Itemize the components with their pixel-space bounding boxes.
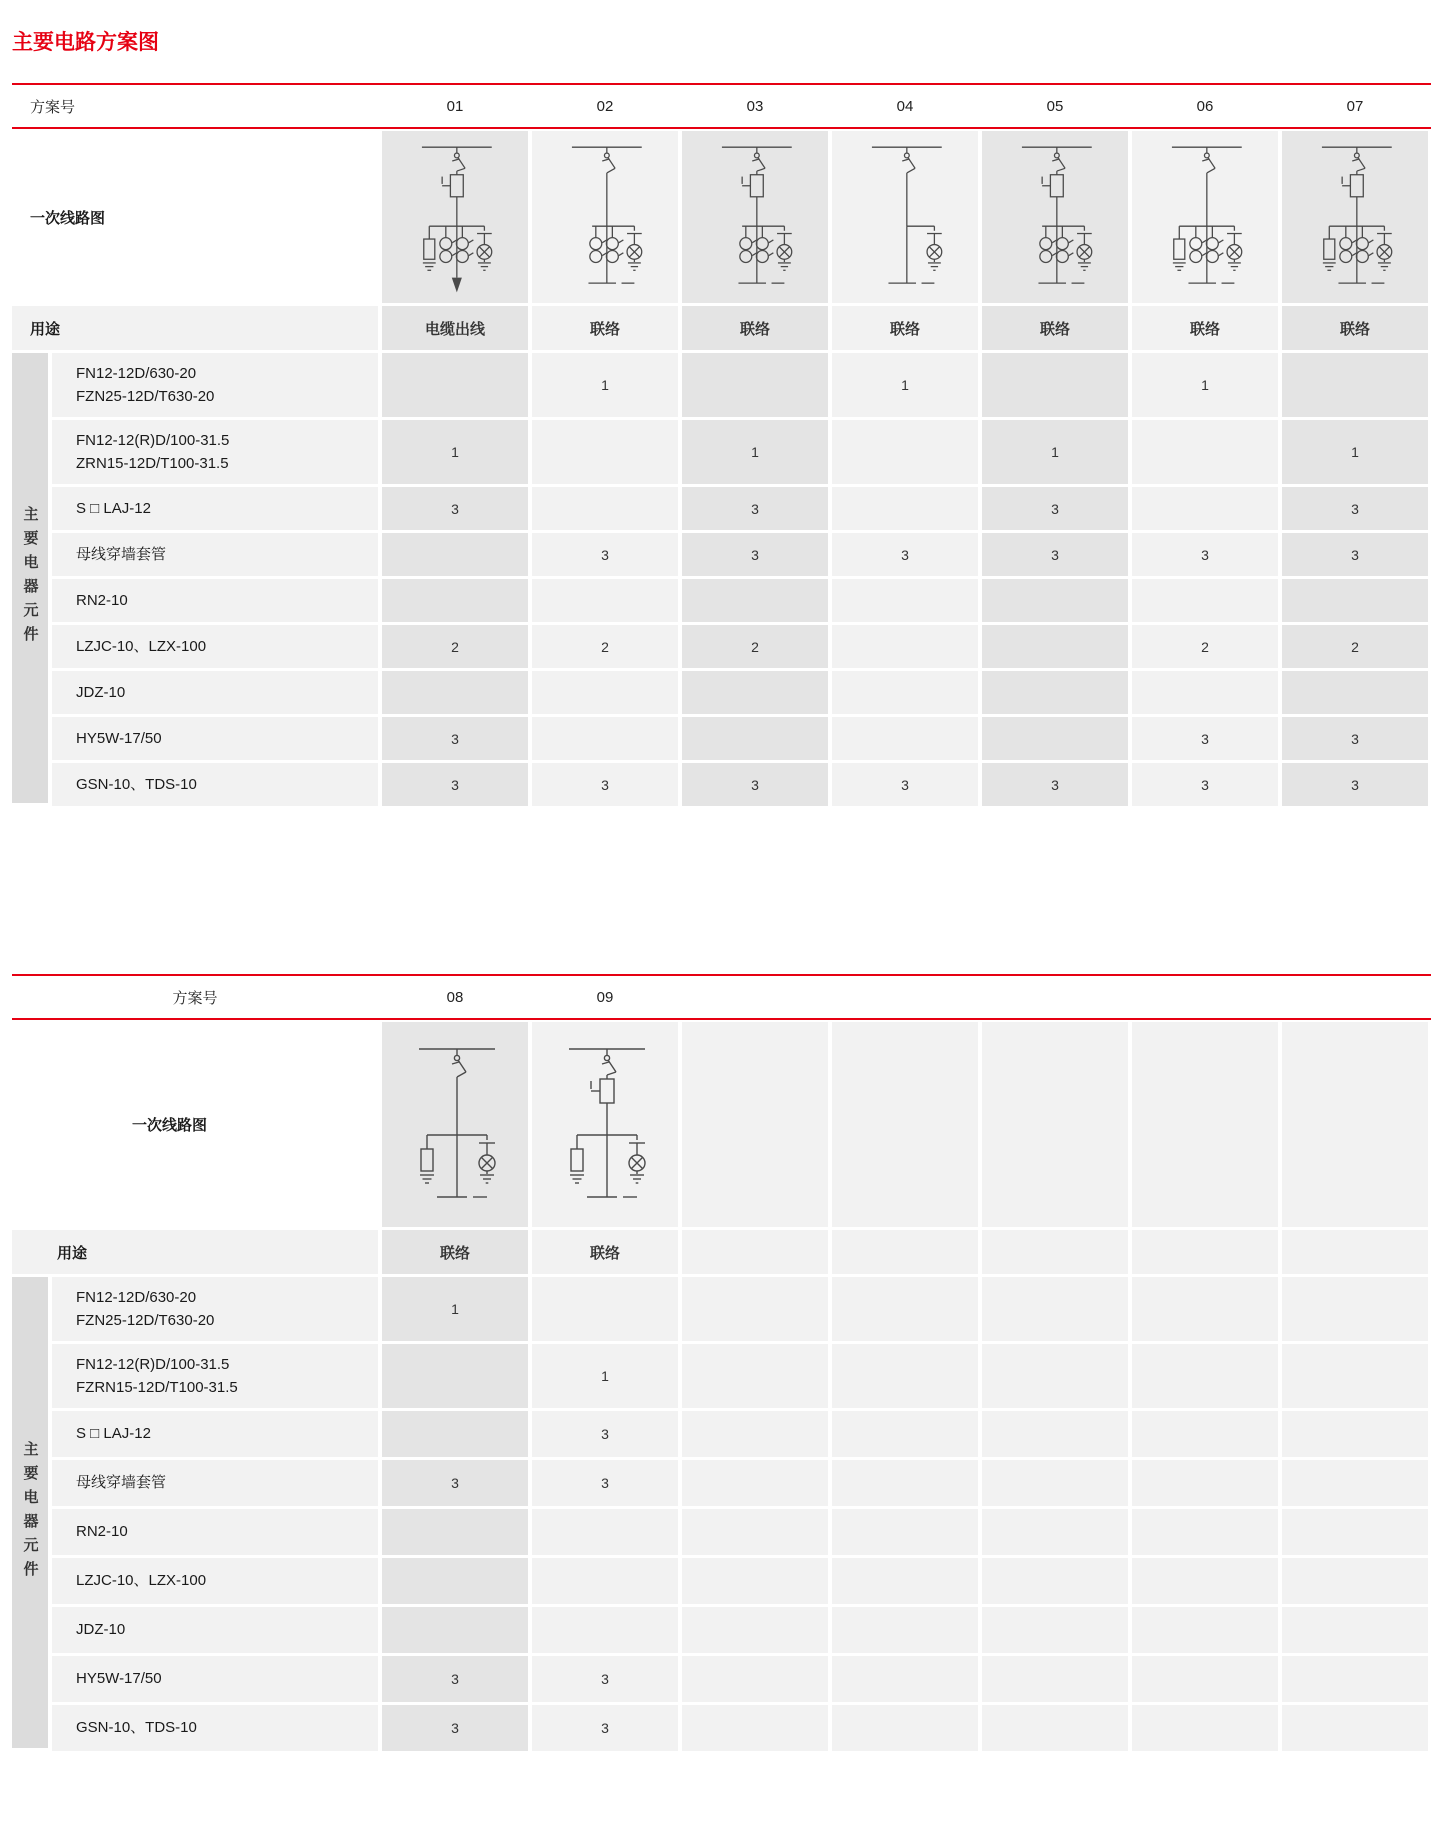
component-label: JDZ-10 bbox=[52, 671, 378, 714]
quantity-cell bbox=[832, 1509, 978, 1555]
scheme-number-row bbox=[12, 85, 1431, 127]
page-title: 主要电路方案图 bbox=[12, 31, 159, 54]
component-row bbox=[12, 763, 1431, 806]
diagram-cell-empty bbox=[1282, 1022, 1428, 1227]
quantity-cell bbox=[682, 671, 828, 714]
quantity-cell bbox=[532, 671, 678, 714]
quantity-cell bbox=[1132, 1509, 1278, 1555]
quantity-cell bbox=[382, 1411, 528, 1457]
quantity-cell bbox=[1282, 1656, 1428, 1702]
quantity-cell: 3 bbox=[1282, 533, 1428, 576]
quantity-cell bbox=[832, 717, 978, 760]
component-label: JDZ-10 bbox=[52, 1607, 378, 1653]
quantity-cell bbox=[382, 1558, 528, 1604]
components-group-strip bbox=[12, 353, 48, 803]
component-row bbox=[12, 625, 1431, 668]
diagram-cell-04 bbox=[832, 131, 978, 303]
component-row bbox=[12, 353, 1431, 417]
quantity-cell bbox=[982, 1558, 1128, 1604]
component-label: 母线穿墙套管 bbox=[52, 1460, 378, 1506]
components-group-label: 主要电器元件 bbox=[21, 506, 39, 650]
scheme-number-03: 03 bbox=[746, 97, 764, 115]
scheme-number-06: 06 bbox=[1196, 97, 1214, 115]
quantity-cell bbox=[1282, 1705, 1428, 1751]
quantity-cell bbox=[382, 1344, 528, 1408]
quantity-cell: 3 bbox=[382, 487, 528, 530]
quantity-cell: 3 bbox=[382, 717, 528, 760]
quantity-cell bbox=[832, 579, 978, 622]
usage-cell-07: 联络 bbox=[1282, 306, 1428, 350]
scheme-number-02: 02 bbox=[596, 97, 614, 115]
component-label: HY5W-17/50 bbox=[52, 1656, 378, 1702]
quantity-cell: 2 bbox=[1132, 625, 1278, 668]
quantity-cell: 1 bbox=[682, 420, 828, 484]
component-label: FN12-12(R)D/100-31.5 ZRN15-12D/T100-31.5 bbox=[52, 420, 378, 484]
quantity-cell bbox=[682, 1656, 828, 1702]
one-line-diagram-02 bbox=[545, 138, 665, 296]
quantity-cell bbox=[382, 1607, 528, 1653]
quantity-cell: 3 bbox=[982, 763, 1128, 806]
quantity-cell bbox=[682, 1607, 828, 1653]
usage-cell-02: 联络 bbox=[532, 306, 678, 350]
quantity-cell bbox=[1282, 1411, 1428, 1457]
component-label: FN12-12(R)D/100-31.5 FZRN15-12D/T100-31.5 bbox=[52, 1344, 378, 1408]
quantity-cell: 1 bbox=[982, 420, 1128, 484]
one-line-diagram-05 bbox=[995, 138, 1115, 296]
usage-cell-03: 联络 bbox=[682, 306, 828, 350]
component-row bbox=[12, 533, 1431, 576]
quantity-cell bbox=[1282, 671, 1428, 714]
quantity-cell bbox=[532, 487, 678, 530]
scheme-number-row bbox=[12, 976, 1431, 1018]
component-label: FN12-12D/630-20 FZN25-12D/T630-20 bbox=[52, 353, 378, 417]
component-row bbox=[12, 1607, 1431, 1653]
quantity-cell bbox=[532, 1607, 678, 1653]
quantity-cell: 3 bbox=[382, 763, 528, 806]
quantity-cell: 3 bbox=[532, 1705, 678, 1751]
quantity-cell: 1 bbox=[532, 1344, 678, 1408]
quantity-cell bbox=[1132, 579, 1278, 622]
usage-cell-empty bbox=[832, 1230, 978, 1274]
quantity-cell: 3 bbox=[382, 1705, 528, 1751]
quantity-cell: 2 bbox=[1282, 625, 1428, 668]
diagram-cell-empty bbox=[682, 1022, 828, 1227]
diagram-cell-06 bbox=[1132, 131, 1278, 303]
quantity-cell: 1 bbox=[382, 420, 528, 484]
component-row bbox=[12, 487, 1431, 530]
diagram-cell-07 bbox=[1282, 131, 1428, 303]
scheme-number-08: 08 bbox=[446, 988, 464, 1006]
usage-row bbox=[12, 1230, 1431, 1274]
component-label: HY5W-17/50 bbox=[52, 717, 378, 760]
usage-cell-empty bbox=[1282, 1230, 1428, 1274]
usage-row bbox=[12, 306, 1431, 350]
quantity-cell bbox=[832, 1705, 978, 1751]
quantity-cell bbox=[1282, 1460, 1428, 1506]
components-group-strip bbox=[12, 1277, 48, 1748]
quantity-cell bbox=[832, 1558, 978, 1604]
quantity-cell bbox=[382, 1509, 528, 1555]
quantity-cell bbox=[682, 1705, 828, 1751]
quantity-cell bbox=[682, 1460, 828, 1506]
quantity-cell bbox=[532, 1558, 678, 1604]
quantity-cell bbox=[1132, 1656, 1278, 1702]
quantity-cell: 3 bbox=[532, 1460, 678, 1506]
quantity-cell: 3 bbox=[532, 533, 678, 576]
quantity-cell: 3 bbox=[682, 487, 828, 530]
scheme-number-empty bbox=[682, 976, 828, 1018]
quantity-cell bbox=[982, 1656, 1128, 1702]
component-row bbox=[12, 671, 1431, 714]
component-label: FN12-12D/630-20 FZN25-12D/T630-20 bbox=[52, 1277, 378, 1341]
quantity-cell: 2 bbox=[532, 625, 678, 668]
quantity-cell bbox=[682, 1411, 828, 1457]
usage-cell-06: 联络 bbox=[1132, 306, 1278, 350]
component-row bbox=[12, 1705, 1431, 1751]
quantity-cell: 3 bbox=[1132, 717, 1278, 760]
scheme-number-header: 方案号 bbox=[172, 989, 218, 1007]
quantity-cell: 3 bbox=[382, 1656, 528, 1702]
scheme-number-07: 07 bbox=[1346, 97, 1364, 115]
component-label: GSN-10、TDS-10 bbox=[52, 763, 378, 806]
header-bottom-rule bbox=[12, 1018, 1431, 1020]
scheme-number-04: 04 bbox=[896, 97, 914, 115]
component-row bbox=[12, 1344, 1431, 1408]
quantity-cell: 1 bbox=[832, 353, 978, 417]
quantity-cell bbox=[832, 625, 978, 668]
component-row bbox=[12, 1411, 1431, 1457]
component-label: LZJC-10、LZX-100 bbox=[52, 625, 378, 668]
quantity-cell: 3 bbox=[532, 763, 678, 806]
quantity-cell bbox=[982, 717, 1128, 760]
scheme-number-empty bbox=[1282, 976, 1428, 1018]
quantity-cell: 1 bbox=[1282, 420, 1428, 484]
usage-cell-04: 联络 bbox=[832, 306, 978, 350]
quantity-cell bbox=[682, 1509, 828, 1555]
quantity-cell: 3 bbox=[532, 1411, 678, 1457]
scheme-number-empty bbox=[1132, 976, 1278, 1018]
scheme-number-empty bbox=[832, 976, 978, 1018]
quantity-cell: 3 bbox=[532, 1656, 678, 1702]
quantity-cell bbox=[832, 1411, 978, 1457]
usage-cell-01: 电缆出线 bbox=[382, 306, 528, 350]
diagram-row bbox=[12, 131, 1431, 303]
quantity-cell bbox=[382, 353, 528, 417]
quantity-cell: 3 bbox=[982, 533, 1128, 576]
quantity-cell bbox=[982, 1277, 1128, 1341]
quantity-cell bbox=[832, 420, 978, 484]
diagram-cell-empty bbox=[1132, 1022, 1278, 1227]
scheme-number-09: 09 bbox=[596, 988, 614, 1006]
quantity-cell bbox=[832, 1344, 978, 1408]
quantity-cell: 3 bbox=[1282, 763, 1428, 806]
quantity-cell: 3 bbox=[832, 763, 978, 806]
quantity-cell bbox=[532, 579, 678, 622]
component-label: S □ LAJ-12 bbox=[52, 1411, 378, 1457]
component-row bbox=[12, 1277, 1431, 1341]
quantity-cell bbox=[832, 1460, 978, 1506]
quantity-cell: 3 bbox=[682, 763, 828, 806]
component-label: GSN-10、TDS-10 bbox=[52, 1705, 378, 1751]
quantity-cell bbox=[682, 1558, 828, 1604]
diagram-cell-05 bbox=[982, 131, 1128, 303]
quantity-cell bbox=[1282, 1509, 1428, 1555]
quantity-cell bbox=[682, 353, 828, 417]
component-row bbox=[12, 579, 1431, 622]
quantity-cell bbox=[982, 1460, 1128, 1506]
quantity-cell bbox=[682, 1344, 828, 1408]
component-rows bbox=[12, 353, 1431, 806]
usage-row-header: 用途 bbox=[12, 1230, 378, 1274]
quantity-cell bbox=[982, 1509, 1128, 1555]
quantity-cell: 2 bbox=[382, 625, 528, 668]
quantity-cell bbox=[532, 717, 678, 760]
quantity-cell bbox=[1132, 420, 1278, 484]
quantity-cell bbox=[1132, 1558, 1278, 1604]
one-line-diagram-06 bbox=[1145, 138, 1265, 296]
component-rows bbox=[12, 1277, 1431, 1751]
quantity-cell bbox=[532, 1277, 678, 1341]
header-bottom-rule bbox=[12, 127, 1431, 129]
diagram-cell-empty bbox=[982, 1022, 1128, 1227]
components-group-label: 主要电器元件 bbox=[21, 1440, 39, 1585]
usage-cell-09: 联络 bbox=[532, 1230, 678, 1274]
usage-cell-empty bbox=[982, 1230, 1128, 1274]
quantity-cell bbox=[382, 671, 528, 714]
quantity-cell bbox=[1282, 579, 1428, 622]
quantity-cell bbox=[1132, 671, 1278, 714]
component-row bbox=[12, 1558, 1431, 1604]
quantity-cell bbox=[682, 579, 828, 622]
quantity-cell: 3 bbox=[1132, 763, 1278, 806]
quantity-cell: 1 bbox=[1132, 353, 1278, 417]
quantity-cell bbox=[1282, 1344, 1428, 1408]
usage-cell-05: 联络 bbox=[982, 306, 1128, 350]
quantity-cell bbox=[982, 1411, 1128, 1457]
quantity-cell bbox=[1132, 487, 1278, 530]
diagram-row-header: 一次线路图 bbox=[30, 209, 106, 227]
quantity-cell bbox=[832, 671, 978, 714]
one-line-diagram-09 bbox=[545, 1034, 665, 1216]
quantity-cell bbox=[1282, 1277, 1428, 1341]
quantity-cell bbox=[382, 533, 528, 576]
quantity-cell bbox=[982, 671, 1128, 714]
quantity-cell bbox=[682, 717, 828, 760]
quantity-cell bbox=[382, 579, 528, 622]
quantity-cell bbox=[1132, 1705, 1278, 1751]
quantity-cell bbox=[832, 1656, 978, 1702]
quantity-cell bbox=[1282, 1558, 1428, 1604]
quantity-cell bbox=[1132, 1277, 1278, 1341]
quantity-cell: 3 bbox=[982, 487, 1128, 530]
quantity-cell bbox=[1132, 1411, 1278, 1457]
quantity-cell bbox=[682, 1277, 828, 1341]
component-row bbox=[12, 1509, 1431, 1555]
diagram-row bbox=[12, 1022, 1431, 1227]
quantity-cell bbox=[982, 579, 1128, 622]
quantity-cell bbox=[1132, 1460, 1278, 1506]
quantity-cell: 3 bbox=[382, 1460, 528, 1506]
quantity-cell: 1 bbox=[532, 353, 678, 417]
quantity-cell bbox=[832, 1607, 978, 1653]
scheme-number-header: 方案号 bbox=[30, 98, 76, 116]
quantity-cell bbox=[1132, 1607, 1278, 1653]
quantity-cell: 3 bbox=[1132, 533, 1278, 576]
one-line-diagram-03 bbox=[695, 138, 815, 296]
quantity-cell bbox=[832, 1277, 978, 1341]
component-label: RN2-10 bbox=[52, 1509, 378, 1555]
diagram-cell-02 bbox=[532, 131, 678, 303]
usage-cell-08: 联络 bbox=[382, 1230, 528, 1274]
diagram-cell-03 bbox=[682, 131, 828, 303]
quantity-cell: 3 bbox=[1282, 717, 1428, 760]
quantity-cell bbox=[1282, 353, 1428, 417]
quantity-cell bbox=[532, 420, 678, 484]
one-line-diagram-01 bbox=[395, 138, 515, 296]
scheme-table-2 bbox=[12, 974, 1431, 1751]
diagram-cell-09 bbox=[532, 1022, 678, 1227]
component-row bbox=[12, 717, 1431, 760]
quantity-cell bbox=[982, 1607, 1128, 1653]
one-line-diagram-07 bbox=[1295, 138, 1415, 296]
one-line-diagram-08 bbox=[395, 1034, 515, 1216]
quantity-cell bbox=[532, 1509, 678, 1555]
quantity-cell: 3 bbox=[682, 533, 828, 576]
diagram-cell-08 bbox=[382, 1022, 528, 1227]
quantity-cell bbox=[832, 487, 978, 530]
component-row bbox=[12, 1656, 1431, 1702]
scheme-number-05: 05 bbox=[1046, 97, 1064, 115]
scheme-number-01: 01 bbox=[446, 97, 464, 115]
component-row bbox=[12, 420, 1431, 484]
quantity-cell bbox=[982, 1705, 1128, 1751]
scheme-table-1 bbox=[12, 83, 1431, 806]
diagram-cell-empty bbox=[832, 1022, 978, 1227]
usage-cell-empty bbox=[682, 1230, 828, 1274]
component-label: RN2-10 bbox=[52, 579, 378, 622]
usage-row-header: 用途 bbox=[12, 306, 378, 350]
scheme-number-empty bbox=[982, 976, 1128, 1018]
quantity-cell: 3 bbox=[1282, 487, 1428, 530]
quantity-cell: 1 bbox=[382, 1277, 528, 1341]
component-label: 母线穿墙套管 bbox=[52, 533, 378, 576]
diagram-cell-01 bbox=[382, 131, 528, 303]
quantity-cell bbox=[982, 625, 1128, 668]
quantity-cell bbox=[982, 353, 1128, 417]
diagram-row-header: 一次线路图 bbox=[132, 1117, 208, 1134]
quantity-cell: 2 bbox=[682, 625, 828, 668]
quantity-cell bbox=[1132, 1344, 1278, 1408]
component-row bbox=[12, 1460, 1431, 1506]
quantity-cell bbox=[982, 1344, 1128, 1408]
quantity-cell bbox=[1282, 1607, 1428, 1653]
usage-cell-empty bbox=[1132, 1230, 1278, 1274]
component-label: S □ LAJ-12 bbox=[52, 487, 378, 530]
quantity-cell: 3 bbox=[832, 533, 978, 576]
component-label: LZJC-10、LZX-100 bbox=[52, 1558, 378, 1604]
one-line-diagram-04 bbox=[845, 138, 965, 296]
